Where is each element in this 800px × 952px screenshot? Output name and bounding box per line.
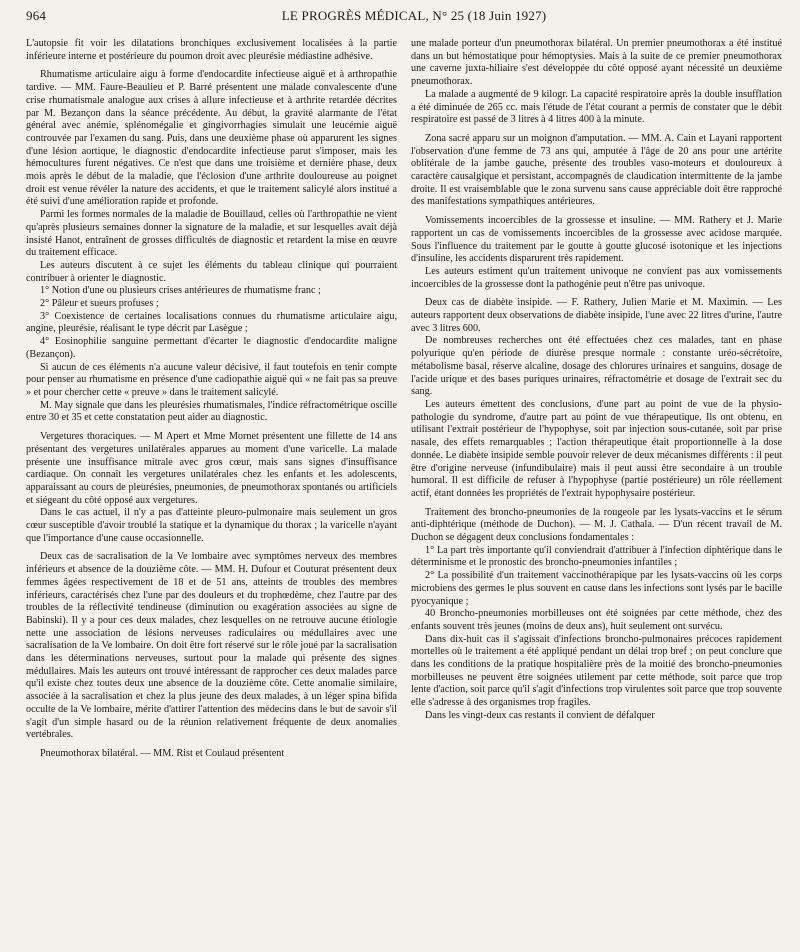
paragraph: Rhumatisme articulaire aigu à forme d'endocardite infectieuse aiguë et à arthropathie tardive. — MM. Faure-Beaulieu et P. Barré présentent une malade convalescente d'une crise rhumatismale analogue aux crises à allure infectieuse et à arthrite retardée décrites par M. Bezançon dans la séance précédente. Au début, la gravité alarmante de l'état général avec anémie, splénomégalie et gingivorrhagies simulait une leucémie aiguë controuvée par l'examen du sang. Puis, dans une deuxième phase où apparurent les signes d'une lésion aortique, le diagnostic d'endocardite infectieuse parut s'imposer, mais les hémocultures furent négatives. Ce n'est que dans une troisième et dernière phase, deux mois après le début de la maladie, que l'éclosion d'une arthrite douloureuse au poignet droit est venue révéler la nature des accidents, et que le traitement salicylé alors institué a été suivi d'une amélioration rapide et profonde. <box>26 69 397 208</box>
paragraph: Deux cas de diabète insipide. — F. Rathery, Julien Marie et M. Maximin. — Les auteurs rapportent deux observations de diabète insipide, l'une avec 22 litres d'urine, l'autre avec 3 litres 600. <box>411 297 783 334</box>
paragraph: Parmi les formes normales de la maladie de Bouillaud, celles où l'arthropathie ne vient qu'après plusieurs semaines donner la signature de la maladie, et sur lesquelles avait déjà insisté Hanot, entraînent de grosses difficultés de diagnostic et retardent la mise en œuvre du traitement efficace. <box>26 209 397 259</box>
paragraph: 4° Eosinophilie sanguine permettant d'écarter le diagnostic d'endocardite maligne (Bezançon). <box>26 336 397 360</box>
paragraph: Les auteurs discutent à ce sujet les éléments du tableau clinique qui pourraient contribuer à orienter le diagnostic. <box>26 259 397 284</box>
right-column <box>411 38 782 761</box>
page-header <box>26 8 782 30</box>
paragraph: 40 Broncho-pneumonies morbilleuses ont été soignées par cette méthode, chez des enfants souvent très jeunes (moins de deux ans), huit seulement ont survécu. <box>411 608 782 632</box>
paragraph: Deux cas de sacralisation de la Ve lombaire avec symptômes nerveux des membres inférieurs et absence de la douzième côte. — MM. H. Dufour et Couturat présentent deux femmes âgées respectivement de 18 et de 51 ans, atteints de troubles des membres inférieurs, caractérisés chez l'une par des douleurs et du trophœdème, chez l'autre par des troubles de la réflectivité tendineuse (diminution ou exagération associées au signe de Babinski). Il y a pour ces deux malades, chez lesquelles on ne retrouve aucune étiologie nette une association de lésions nerveuses radiculaires ou médullaires avec une sacralisation de la Ve lombaire. On doit être fort réservé sur le rôle joué par la sacralisation dans les déterminations nerveuses, surtout pour la malade qui présente des signes médullaires. Mais les auteurs ont trouvé intéressant de rapprocher ces deux malades parce qu'il existe chez toutes deux une absence de la douzième côte. Cette anomalie similaire, associée à la sacralisation et chez la plus jeune des deux malades, à un léger spina bifida occulte de la Ve lombaire, mérite d'attirer l'attention des médecins dans le but de savoir s'il s'agit d'un simple hasard ou de la réunion relativement fréquente de deux anomalies vertébrales. <box>26 551 397 741</box>
paragraph: Dans les vingt-deux cas restants il convient de défalquer <box>425 709 655 721</box>
paragraph: 3° Coexistence de certaines localisations connues du rhumatisme articulaire aigu, angine, pleurésie, réalisant le type décrit par Lasègue ; <box>26 310 397 335</box>
paragraph: Les auteurs émettent des conclusions, d'une part au point de vue de la physio-pathologie du syndrome, d'autre part au point de vue thérapeutique. Ils ont obtenu, en utilisant l'extrait postérieur de l'hypophyse, soit par injection sous-cutanée, soit par prise nasale, des effets remarquables ; l'action thérapeutique était proportionnelle à la dose donnée. Le diabète insipide semble pouvoir relever de deux mécanismes différents : il peut être d'origine nerveuse (infundibulaire) mais il peut aussi être secondaire à un trouble humoral. Il est difficile de refuser à l'hypophyse (partie postérieure) un rôle réellement actif, étant données les propriétés de l'extrait hypophysaire postérieur. <box>411 398 782 499</box>
paragraph: Les auteurs estiment qu'un traitement univoque ne convient pas aux vomissements incoercibles de la grossesse dont la pathogénie peut n'être pas univoque. <box>411 265 782 290</box>
paragraph: 2° Pâleur et sueurs profuses ; <box>40 298 159 310</box>
paragraph: Pneumothorax bilatéral. — MM. Rist et Coulaud présentent <box>40 747 285 759</box>
paragraph: M. May signale que dans les pleurésies rhumatismales, l'indice réfractométrique oscille entre 30 et 35 et cette constatation peut aider au diagnostic. <box>26 399 397 424</box>
paragraph: L'autopsie fit voir les dilatations bronchiques exclusivement localisées à la partie inférieure interne et postérieure du poumon droit avec pleurésie médiastine adhésive. <box>26 38 397 62</box>
journal-title: LE PROGRÈS MÉDICAL, N° 25 (18 Juin 1927) <box>281 8 547 23</box>
paragraph: 2° La possibilité d'un traitement vaccinothérapique par les lysats-vaccins où les corps microbiens des germes le plus souvent en cause dans les infections sont lysés par le bacille pyocyanique ; <box>411 570 782 607</box>
paragraph: Traitement des broncho-pneumonies de la rougeole par les lysats-vaccins et le sérum anti-diphtérique (méthode de Duchon). — M. J. Cathala. — D'un récent travail de M. Duchon se dégagent deux conclusions fondamentales : <box>411 506 782 544</box>
paragraph: Zona sacré apparu sur un moignon d'amputation. — MM. A. Cain et Layani rapportent l'observation d'une femme de 73 ans qui, amputée à l'âge de 20 ans pour une artérite oblitérale de la jambe gauche, présente des troubles vaso-moteurs et douloureux à caractère causalgique et persistant, accompagnés de claudication intermittente de la jambe droite. Il est vraisemblable que le zona survenu sans cause appréciable doit être rapproché des manifestations sympathiques antérieures. <box>411 132 782 208</box>
paragraph: La malade a augmenté de 9 kilogr. La capacité respiratoire après la double insufflation a été diminuée de 265 cc. mais l'étude de l'état courant a permis de constater que le débit respiratoire est passé de 3 litres à 4 litres 400 à la minute. <box>411 88 782 126</box>
text-columns <box>26 38 782 761</box>
paragraph: une malade porteur d'un pneumothorax bilatéral. Un premier pneumothorax a été institué dans un but hémostatique pour hémoptysies. Mais à la suite de ce premier pneumothorax une caverne juxta-hiliaire s'est développée du côté opposé ayant nécessité un deuxième pneumothorax. <box>411 38 782 88</box>
paragraph: 1° La part très importante qu'il conviendrait d'attribuer à l'infection diphtérique dans le déterminisme et le pronostic des broncho-pneumonies infantiles ; <box>411 544 782 569</box>
paragraph: De nombreuses recherches ont été effectuées chez ces malades, tant en phase polyurique qu'en période de diurèse presque normale : constante uréo-sécrétoire, métabolisme basal, réserve alcaline, dosage des chlorures urinaires et sanguins, dosage de l'acide urique et des bases puriques urinaires, réfractométrie et dosage de l'extrait sec du sang. <box>411 335 782 398</box>
paragraph: Vomissements incoercibles de la grossesse et insuline. — MM. Rathery et J. Marie rapportent un cas de vomissements incoercibles de la grossesse avec acidose marquée. Sous l'influence du traitement par le goutte à goutte glucosé isotonique et les injections d'insuline, les accidents disparurent très rapidement. <box>411 215 782 265</box>
paragraph: Dans dix-huit cas il s'agissait d'infections broncho-pulmonaires précoces rapidement mortelles où le traitement a été appliqué pendant un délai trop bref ; on peut conclure que dans les conditions de la pratique hospitalière près de la moitié des broncho-pneumonies morbilleuses ne peuvent être soignées utilement par cette méthode, soit parce que trop lente d'action, soit parce qu'il s'agit d'infections trop virulentes soit parce que trop souvente elle s'adresse à des organismes trop fragiles. <box>411 633 782 709</box>
page-number: 964 <box>26 8 47 23</box>
paragraph: Vergetures thoraciques. — M Apert et Mme Mornet présentent une fillette de 14 ans présentant des vergetures unilatérales apparues au moment d'une varicelle. La malade présente une insuffisance mitrale avec gros cœur, mais sans signes d'insuffisance cardiaque. On connaît les vergetures unilatérales chez les enfants et les adolescents, apparaissant au cours de pleurésies, pneumonies, de pneumothorax spontanés ou artificiels et siégeant du côté opposé aux vergetures. <box>26 431 397 506</box>
paragraph: Dans le cas actuel, il n'y a pas d'atteinte pleuro-pulmonaire mais seulement un gros cœur susceptible d'avoir troublé la statique et la dynamique du thorax ; la varicelle n'ayant que l'importance d'une cause occasionnelle. <box>26 507 397 544</box>
paragraph: 1° Notion d'une ou plusieurs crises antérieures de rhumatisme franc ; <box>40 285 321 297</box>
left-column <box>26 38 397 761</box>
paragraph: Si aucun de ces éléments n'a aucune valeur décisive, il faut toutefois en tenir compte pour penser au rhumatisme en présence d'une cadiopathie aiguë qui « ne fait pas sa preuve » et pour chercher cette « preuve » dans le traitement salicylé. <box>26 361 397 398</box>
